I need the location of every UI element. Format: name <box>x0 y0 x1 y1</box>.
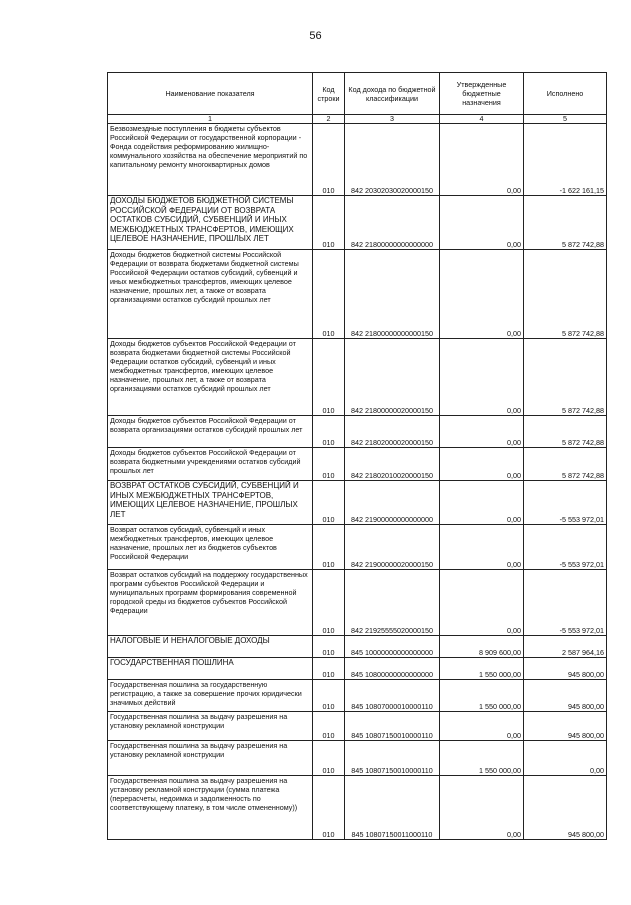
row-name: Доходы бюджетов субъектов Российской Федерации от возврата бюджетными учреждениями остатков субсидий прошлых лет <box>108 448 313 481</box>
row-approved: 0,00 <box>440 196 524 250</box>
row-approved: 0,00 <box>440 448 524 481</box>
row-income-code: 845 10807000010000110 <box>345 680 440 712</box>
row-name: ГОСУДАРСТВЕННАЯ ПОШЛИНА <box>108 658 313 680</box>
table-row <box>108 741 607 776</box>
column-number-row <box>108 115 607 124</box>
row-approved: 1 550 000,00 <box>440 741 524 776</box>
row-line-code: 010 <box>313 712 345 741</box>
row-name: Доходы бюджетов субъектов Российской Федерации от возврата бюджетами бюджетной системы Российской Федерации остатков субсидий, субвенций и иных межбюджетных трансфертов, имеющих целевое назначение, прошлых лет, а также от возврата организациями остатков субсидий прошлых лет <box>108 339 313 416</box>
row-executed: 945 800,00 <box>524 776 607 840</box>
table-row <box>108 658 607 680</box>
row-approved: 0,00 <box>440 416 524 448</box>
row-name: Государственная пошлина за выдачу разрешения на установку рекламной конструкции <box>108 712 313 741</box>
row-name: Возврат остатков субсидий, субвенций и иных межбюджетных трансфертов, имеющих целевое назначение, прошлых лет из бюджетов субъектов Российской Федерации <box>108 525 313 570</box>
row-line-code: 010 <box>313 525 345 570</box>
table-row <box>108 448 607 481</box>
column-number: 2 <box>313 115 345 124</box>
row-approved: 0,00 <box>440 776 524 840</box>
table-row <box>108 481 607 525</box>
row-income-code: 845 10807150010000110 <box>345 741 440 776</box>
table-row <box>108 339 607 416</box>
row-line-code: 010 <box>313 481 345 525</box>
row-income-code: 842 21800000000000150 <box>345 250 440 339</box>
row-name: Доходы бюджетов субъектов Российской Федерации от возврата организациями остатков субсидий прошлых лет <box>108 416 313 448</box>
row-executed: 5 872 742,88 <box>524 416 607 448</box>
row-executed: 945 800,00 <box>524 712 607 741</box>
row-executed: 2 587 964,16 <box>524 636 607 658</box>
header-executed: Исполнено <box>524 73 607 115</box>
row-income-code: 842 21802010020000150 <box>345 448 440 481</box>
row-approved: 0,00 <box>440 525 524 570</box>
row-line-code: 010 <box>313 124 345 196</box>
row-line-code: 010 <box>313 570 345 636</box>
table-row <box>108 570 607 636</box>
row-line-code: 010 <box>313 416 345 448</box>
row-executed: -5 553 972,01 <box>524 525 607 570</box>
row-executed: -5 553 972,01 <box>524 481 607 525</box>
row-approved: 0,00 <box>440 124 524 196</box>
header-name: Наименование показателя <box>108 73 313 115</box>
row-executed: -1 622 161,15 <box>524 124 607 196</box>
row-name: Государственная пошлина за выдачу разрешения на установку рекламной конструкции (сумма платежа (перерасчеты, недоимка и задолженность по соответствующему платежу, в том числе отмененному)) <box>108 776 313 840</box>
row-income-code: 842 21925555020000150 <box>345 570 440 636</box>
row-approved: 0,00 <box>440 570 524 636</box>
row-executed: -5 553 972,01 <box>524 570 607 636</box>
table-row <box>108 712 607 741</box>
row-name: НАЛОГОВЫЕ И НЕНАЛОГОВЫЕ ДОХОДЫ <box>108 636 313 658</box>
row-executed: 5 872 742,88 <box>524 448 607 481</box>
row-executed: 945 800,00 <box>524 658 607 680</box>
header-line-code: Код строки <box>313 73 345 115</box>
page-number: 56 <box>309 30 322 42</box>
row-executed: 5 872 742,88 <box>524 196 607 250</box>
row-income-code: 845 10000000000000000 <box>345 636 440 658</box>
row-approved: 0,00 <box>440 481 524 525</box>
row-name: Доходы бюджетов бюджетной системы Российской Федерации от возврата бюджетами бюджетной системы Российской Федерации остатков субсидий, субвенций и иных межбюджетных трансфертов, имеющих целевое назначение, прошлых лет, а также от возврата организациями остатков субсидий прошлых лет <box>108 250 313 339</box>
row-name: Государственная пошлина за выдачу разрешения на установку рекламной конструкции <box>108 741 313 776</box>
row-line-code: 010 <box>313 741 345 776</box>
table-row <box>108 525 607 570</box>
table-row <box>108 636 607 658</box>
row-income-code: 845 10800000000000000 <box>345 658 440 680</box>
row-approved: 1 550 000,00 <box>440 658 524 680</box>
table-row <box>108 416 607 448</box>
row-income-code: 842 20302030020000150 <box>345 124 440 196</box>
row-line-code: 010 <box>313 448 345 481</box>
table-row <box>108 776 607 840</box>
row-income-code: 842 21800000000000000 <box>345 196 440 250</box>
row-name: ДОХОДЫ БЮДЖЕТОВ БЮДЖЕТНОЙ СИСТЕМЫ РОССИЙСКОЙ ФЕДЕРАЦИИ ОТ ВОЗВРАТА ОСТАТКОВ СУБСИДИЙ, СУБВЕНЦИЙ И ИНЫХ МЕЖБЮДЖЕТНЫХ ТРАНСФЕРТОВ, ИМЕЮЩИХ ЦЕЛЕВОЕ НАЗНАЧЕНИЕ, ПРОШЛЫХ ЛЕТ <box>108 196 313 250</box>
column-number: 3 <box>345 115 440 124</box>
row-approved: 0,00 <box>440 712 524 741</box>
column-number: 1 <box>108 115 313 124</box>
row-income-code: 842 21800000020000150 <box>345 339 440 416</box>
table-row <box>108 124 607 196</box>
row-approved: 0,00 <box>440 250 524 339</box>
header-income-code: Код дохода по бюджетной классификации <box>345 73 440 115</box>
revenue-table <box>107 72 607 840</box>
row-executed: 5 872 742,88 <box>524 339 607 416</box>
row-line-code: 010 <box>313 658 345 680</box>
row-executed: 945 800,00 <box>524 680 607 712</box>
row-executed: 5 872 742,88 <box>524 250 607 339</box>
row-name: ВОЗВРАТ ОСТАТКОВ СУБСИДИЙ, СУБВЕНЦИЙ И ИНЫХ МЕЖБЮДЖЕТНЫХ ТРАНСФЕРТОВ, ИМЕЮЩИХ ЦЕЛЕВОЕ НАЗНАЧЕНИЕ, ПРОШЛЫХ ЛЕТ <box>108 481 313 525</box>
row-income-code: 842 21802000020000150 <box>345 416 440 448</box>
table-row <box>108 250 607 339</box>
row-executed: 0,00 <box>524 741 607 776</box>
row-approved: 8 909 600,00 <box>440 636 524 658</box>
row-name: Возврат остатков субсидий на поддержку государственных программ субъектов Российской Федерации и муниципальных программ формирования современной городской среды из бюджетов субъектов Российской Федерации <box>108 570 313 636</box>
row-income-code: 845 10807150011000110 <box>345 776 440 840</box>
row-approved: 1 550 000,00 <box>440 680 524 712</box>
table-row <box>108 196 607 250</box>
row-name: Безвозмездные поступления в бюджеты субъектов Российской Федерации от государственной корпорации - Фонда содействия реформированию жилищно-коммунального хозяйства на обеспечение мероприятий по капитальному ремонту многоквартирных домов <box>108 124 313 196</box>
row-income-code: 845 10807150010000110 <box>345 712 440 741</box>
row-line-code: 010 <box>313 250 345 339</box>
row-line-code: 010 <box>313 776 345 840</box>
column-number: 5 <box>524 115 607 124</box>
row-income-code: 842 21900000020000150 <box>345 525 440 570</box>
column-number: 4 <box>440 115 524 124</box>
row-income-code: 842 21900000000000000 <box>345 481 440 525</box>
row-name: Государственная пошлина за государственную регистрацию, а также за совершение прочих юридически значимых действий <box>108 680 313 712</box>
table-row <box>108 680 607 712</box>
header-approved: Утвержденные бюджетные назначения <box>440 73 524 115</box>
row-approved: 0,00 <box>440 339 524 416</box>
row-line-code: 010 <box>313 196 345 250</box>
row-line-code: 010 <box>313 339 345 416</box>
row-line-code: 010 <box>313 636 345 658</box>
row-line-code: 010 <box>313 680 345 712</box>
table-header-row <box>108 73 607 115</box>
